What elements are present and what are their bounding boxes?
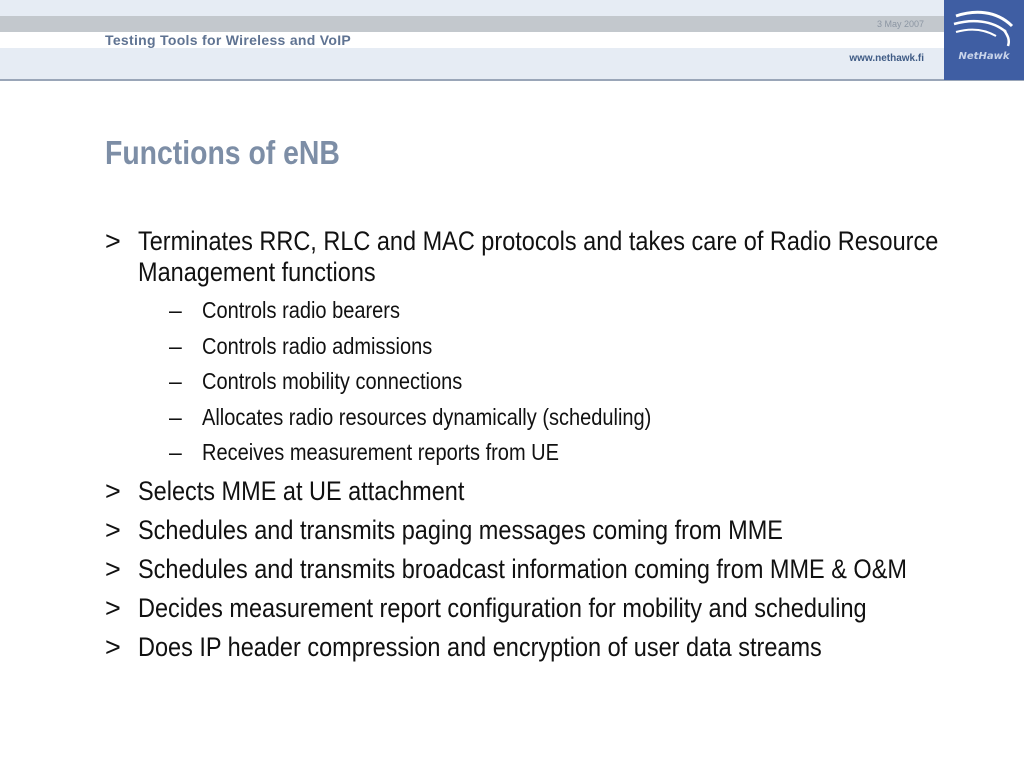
slide-title: Functions of eNB — [105, 134, 340, 171]
sub-bullet-text: Receives measurement reports from UE — [202, 439, 559, 465]
hawk-wing-icon — [944, 0, 1024, 80]
sub-bullet-item — [105, 296, 1005, 324]
sub-bullet-text: Controls radio bearers — [202, 297, 400, 323]
sub-bullet-marker: – — [169, 403, 182, 430]
sub-bullet-marker: – — [169, 439, 182, 465]
nethawk-logo — [944, 0, 1024, 80]
sub-bullet-marker: – — [169, 368, 182, 394]
bullet-marker: > — [105, 514, 121, 545]
bullet-item — [105, 515, 1005, 546]
bullet-item — [105, 593, 1005, 624]
bullet-text: Does IP header compression and encryption of user data streams — [138, 631, 822, 662]
sub-bullet-item — [105, 367, 1005, 395]
sub-bullet-item — [105, 438, 1005, 466]
bullet-marker: > — [105, 553, 121, 584]
bullet-text: Selects MME at UE attachment — [138, 475, 465, 506]
header-stripe-top — [0, 16, 944, 32]
bullet-list — [105, 226, 1005, 671]
sub-bullet-item — [105, 403, 1005, 431]
logo-wordmark: NetHawk — [958, 51, 1010, 62]
bullet-text: Decides measurement report configuration for mobility and scheduling — [138, 592, 867, 623]
bullet-item — [105, 226, 1005, 288]
header-date: 3 May 2007 — [876, 19, 924, 29]
sub-bullet-text: Controls radio admissions — [202, 332, 433, 359]
bullet-text: Schedules and transmits paging messages coming from MME — [138, 514, 783, 545]
sub-bullet-marker: – — [169, 332, 182, 359]
bullet-marker: > — [105, 226, 121, 256]
header-divider — [0, 79, 1024, 81]
sub-bullet-text: Allocates radio resources dynamically (scheduling) — [202, 403, 652, 430]
bullet-item — [105, 554, 1005, 585]
sub-bullet-text: Controls mobility connections — [202, 368, 463, 394]
sub-bullet-item — [105, 332, 1005, 360]
bullet-text: Terminates RRC, RLC and MAC protocols and takes care of Radio Resource Management functions — [138, 226, 939, 287]
bullet-item — [105, 632, 1005, 663]
sub-bullet-marker: – — [169, 297, 182, 323]
bullet-item — [105, 476, 1005, 507]
bullet-marker: > — [105, 475, 121, 506]
header-url: www.nethawk.fi — [849, 53, 924, 64]
header-tagline: Testing Tools for Wireless and VoIP — [105, 32, 352, 48]
sub-bullet-list — [105, 296, 1005, 466]
bullet-text: Schedules and transmits broadcast information coming from MME & O&M — [138, 553, 907, 584]
bullet-marker: > — [105, 631, 121, 662]
bullet-marker: > — [105, 592, 121, 623]
slide-header — [0, 0, 1024, 80]
